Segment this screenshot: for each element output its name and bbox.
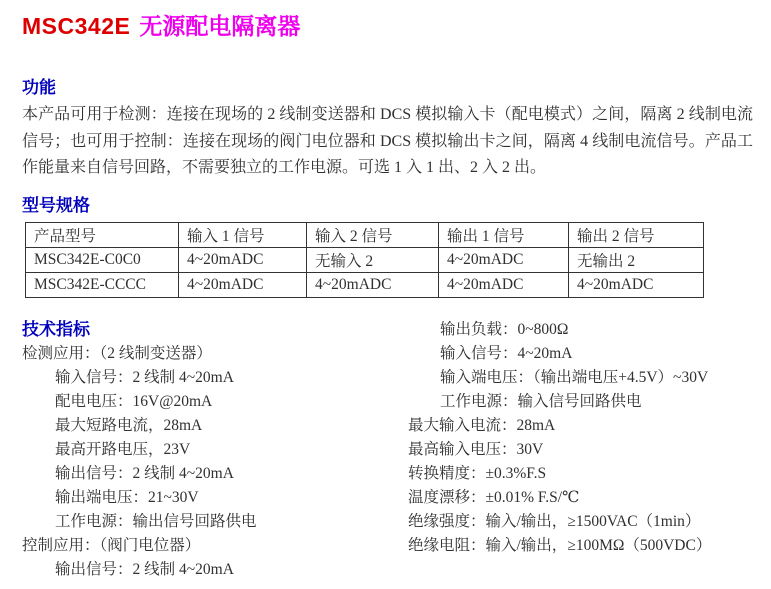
function-description: 本产品可用于检测：连接在现场的 2 线制变送器和 DCS 模拟输入卡（配电模式）之间，隔离 2 线制电流信号；也可用于控制：连接在现场的阀门电位器和 DCS 模拟输出卡之间，隔离 4 线制电流信号。产品工作能量来自信号回路，不需要独立的工作电源。可选 1 入 1 出、2 入 2 出。 bbox=[22, 106, 753, 176]
section-heading-specs: 技术指标 bbox=[22, 320, 90, 339]
spec-line: 工作电源：输出信号回路供电 bbox=[55, 513, 257, 530]
product-model-code: MSC342E bbox=[22, 13, 131, 39]
specs-column-right bbox=[408, 318, 760, 558]
table-cell: 4~20mADC bbox=[569, 273, 704, 298]
table-cell: 无输入 2 bbox=[307, 248, 439, 273]
spec-line: 输出信号：2 线制 4~20mA bbox=[55, 465, 234, 482]
section-heading-models: 型号规格 bbox=[22, 196, 90, 215]
table-cell: 无输出 2 bbox=[569, 248, 704, 273]
spec-line: 转换精度：±0.3%F.S bbox=[408, 465, 547, 482]
table-header-cell: 输入 2 信号 bbox=[307, 223, 439, 248]
table-cell: MSC342E-C0C0 bbox=[26, 248, 179, 273]
spec-line: 最大短路电流，28mA bbox=[55, 417, 203, 434]
spec-line: 最大输入电流：28mA bbox=[408, 417, 556, 434]
spec-line: 控制应用：（阀门电位器） bbox=[22, 537, 201, 554]
spec-line: 输出端电压：21~30V bbox=[55, 489, 199, 506]
model-spec-table bbox=[25, 222, 704, 298]
table-header-cell: 输入 1 信号 bbox=[179, 223, 307, 248]
spec-line: 输出信号：2 线制 4~20mA bbox=[55, 561, 234, 578]
table-row bbox=[26, 248, 704, 273]
table-header-row bbox=[26, 223, 704, 248]
table-header-cell: 输出 1 信号 bbox=[439, 223, 569, 248]
spec-line: 绝缘强度：输入/输出，≥1500VAC（1min） bbox=[408, 513, 701, 530]
spec-line: 输入信号：4~20mA bbox=[440, 345, 573, 362]
spec-line: 最高开路电压，23V bbox=[55, 441, 191, 458]
spec-line: 输出负载：0~800Ω bbox=[440, 321, 569, 338]
product-name: 无源配电隔离器 bbox=[139, 13, 301, 39]
table-cell: 4~20mADC bbox=[439, 273, 569, 298]
table-cell: 4~20mADC bbox=[439, 248, 569, 273]
table-cell: 4~20mADC bbox=[179, 248, 307, 273]
spec-line: 温度漂移：±0.01% F.S/℃ bbox=[408, 489, 580, 506]
table-cell: 4~20mADC bbox=[179, 273, 307, 298]
spec-line: 检测应用：（2 线制变送器） bbox=[22, 345, 212, 362]
section-heading-function: 功能 bbox=[22, 78, 56, 97]
table-cell: 4~20mADC bbox=[307, 273, 439, 298]
spec-line: 最高输入电压：30V bbox=[408, 441, 544, 458]
table-cell: MSC342E-CCCC bbox=[26, 273, 179, 298]
spec-line: 输入端电压：（输出端电压+4.5V）~30V bbox=[440, 369, 709, 386]
page-title bbox=[22, 12, 300, 40]
table-header-cell: 输出 2 信号 bbox=[569, 223, 704, 248]
specs-column-left bbox=[22, 318, 404, 582]
spec-line: 配电电压：16V@20mA bbox=[55, 393, 213, 410]
table-row bbox=[26, 273, 704, 298]
spec-line: 输入信号：2 线制 4~20mA bbox=[55, 369, 234, 386]
spec-line: 工作电源：输入信号回路供电 bbox=[440, 393, 642, 410]
table-header-cell: 产品型号 bbox=[26, 223, 179, 248]
spec-line: 绝缘电阻：输入/输出，≥100MΩ（500VDC） bbox=[408, 537, 712, 554]
